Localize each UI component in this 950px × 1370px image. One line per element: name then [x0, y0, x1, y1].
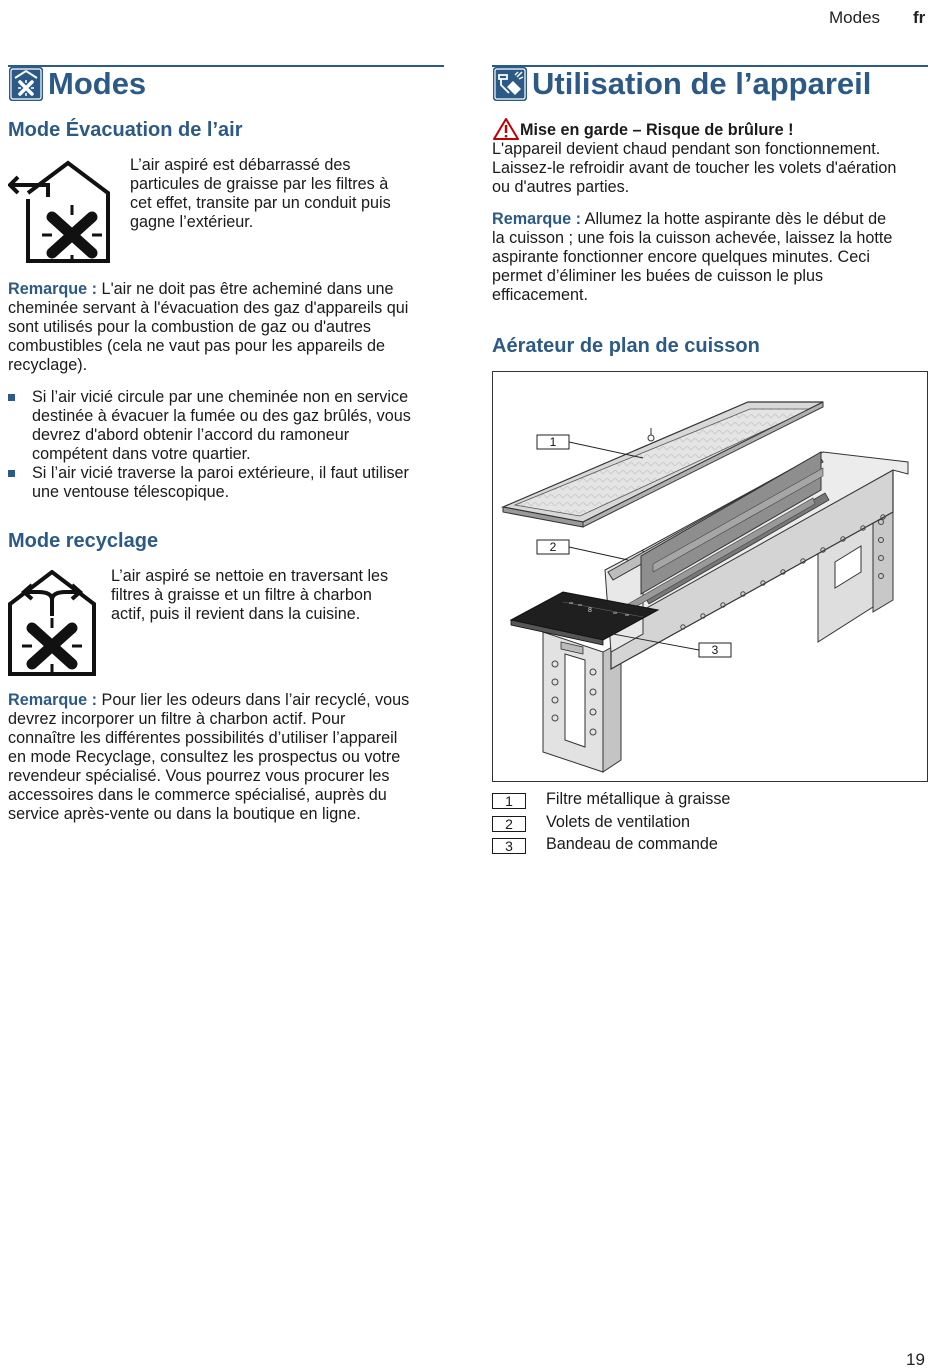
text-line: devrez d'abord obtenir l’accord du ramoneur	[32, 426, 350, 444]
header-language: fr	[913, 8, 926, 27]
text-line: ou d'autres parties.	[492, 178, 630, 196]
remark-label: Remarque :	[8, 280, 98, 298]
recycle-mode-description	[111, 567, 441, 624]
bullet-square-icon	[8, 470, 15, 477]
exhaust-mode-description	[130, 156, 440, 232]
warning-title-line	[492, 121, 932, 140]
text-line: filtres à graisse et un filtre à charbon	[111, 586, 372, 604]
text-line: recyclage).	[8, 356, 88, 374]
legend-text: Volets de ventilation	[546, 813, 690, 831]
callout-2	[537, 540, 628, 560]
text-line: aspirante fonctionner encore quelques minutes. Ceci	[492, 248, 870, 266]
text-line: cet effet, transite par un conduit puis	[130, 194, 391, 212]
usage-remark	[492, 210, 932, 305]
text-line: connaître les différentes possibilités d’utiliser l’appareil	[8, 729, 398, 747]
legend-text: Bandeau de commande	[546, 835, 718, 853]
bullet-square-icon	[8, 394, 15, 401]
list-item	[8, 464, 448, 502]
header-section-title: Modes	[829, 8, 881, 27]
list-item	[8, 388, 448, 464]
text-line	[492, 210, 932, 229]
text-line: Si l’air vicié traverse la paroi extérieure, il faut utiliser	[32, 464, 409, 482]
warning-title: Mise en garde – Risque de brûlure !	[520, 121, 794, 139]
text-line: Si l’air vicié circule par une cheminée non en service	[32, 388, 409, 406]
legend-number: 3	[492, 838, 526, 854]
text-line: combustibles (cela ne vaut pas pour les appareils de	[8, 337, 386, 355]
recycle-mode-heading: Mode recyclage	[8, 530, 159, 552]
text-line: gagne l’extérieur.	[130, 213, 254, 231]
text-line: permet d’éliminer les buées de cuisson le plus	[492, 267, 824, 285]
callout-1	[537, 435, 643, 458]
callout-label: 2	[549, 540, 557, 554]
text-line: L’air aspiré se nettoie en traversant les	[111, 567, 389, 585]
text-line: actif, puis il revient dans la cuisine.	[111, 605, 361, 623]
text-line: particules de graisse par les filtres à	[130, 175, 389, 193]
burn-warning	[492, 121, 932, 197]
text-line: devrez incorporer un filtre à charbon actif. Pour	[8, 710, 346, 728]
callout-label: 1	[549, 435, 557, 449]
text-line	[8, 280, 448, 299]
remark-text: L'air ne doit pas être acheminé dans une	[97, 280, 394, 298]
recycle-remark	[8, 691, 448, 824]
legend-number: 2	[492, 816, 526, 832]
appliance-usage-icon	[493, 67, 527, 101]
text-line: destinée à évacuer la fumée ou des gaz brûlés, vous	[32, 407, 411, 425]
remark-label: Remarque :	[492, 210, 582, 228]
warning-triangle-icon	[493, 118, 519, 140]
text-line: L’air aspiré est débarrassé des	[130, 156, 351, 174]
exhaust-remark	[8, 280, 448, 375]
text-line	[8, 691, 448, 710]
text-line: service après-vente ou dans la boutique en ligne.	[8, 805, 361, 823]
text-line: une ventouse télescopique.	[32, 483, 230, 501]
legend-text: Filtre métallique à graisse	[546, 790, 731, 808]
remark-label: Remarque :	[8, 691, 98, 709]
exhaust-mode-heading: Mode Évacuation de l’air	[8, 119, 243, 141]
exhaust-mode-icon	[8, 157, 112, 265]
legend-number: 1	[492, 793, 526, 809]
text-line: en mode Recyclage, consultez les prospectus ou votre	[8, 748, 401, 766]
modes-title: Modes	[48, 66, 147, 101]
exhaust-bullet-list	[8, 388, 448, 502]
text-line: accessoires dans le commerce spécialisé, auprès du	[8, 786, 387, 804]
usage-title: Utilisation de l’appareil	[532, 66, 872, 101]
downdraft-illustration	[492, 371, 928, 782]
text-line: compétent dans votre quartier.	[32, 445, 251, 463]
text-line: efficacement.	[492, 286, 588, 304]
text-line: sont utilisés pour la combustion de gaz ou d'autres	[8, 318, 372, 336]
svg-text:8: 8	[588, 607, 592, 614]
callout-label: 3	[711, 643, 719, 657]
downdraft-heading: Aérateur de plan de cuisson	[492, 335, 760, 357]
recycle-mode-icon	[8, 570, 96, 676]
text-line: L'appareil devient chaud pendant son fonctionnement.	[492, 140, 881, 158]
text-line: la cuisson ; une fois la cuisson achevée, laissez la hotte	[492, 229, 893, 247]
remark-text: Allumez la hotte aspirante dès le début de	[581, 210, 887, 228]
text-line: cheminée servant à l'évacuation des gaz d'appareils qui	[8, 299, 409, 317]
text-line: revendeur spécialisé. Vous pourrez vous procurer les	[8, 767, 390, 785]
text-line: Laissez-le refroidir avant de toucher les volets d'aération	[492, 159, 897, 177]
modes-icon	[9, 67, 43, 101]
page-number: 19	[906, 1350, 925, 1369]
remark-text: Pour lier les odeurs dans l’air recyclé, vous	[97, 691, 410, 709]
